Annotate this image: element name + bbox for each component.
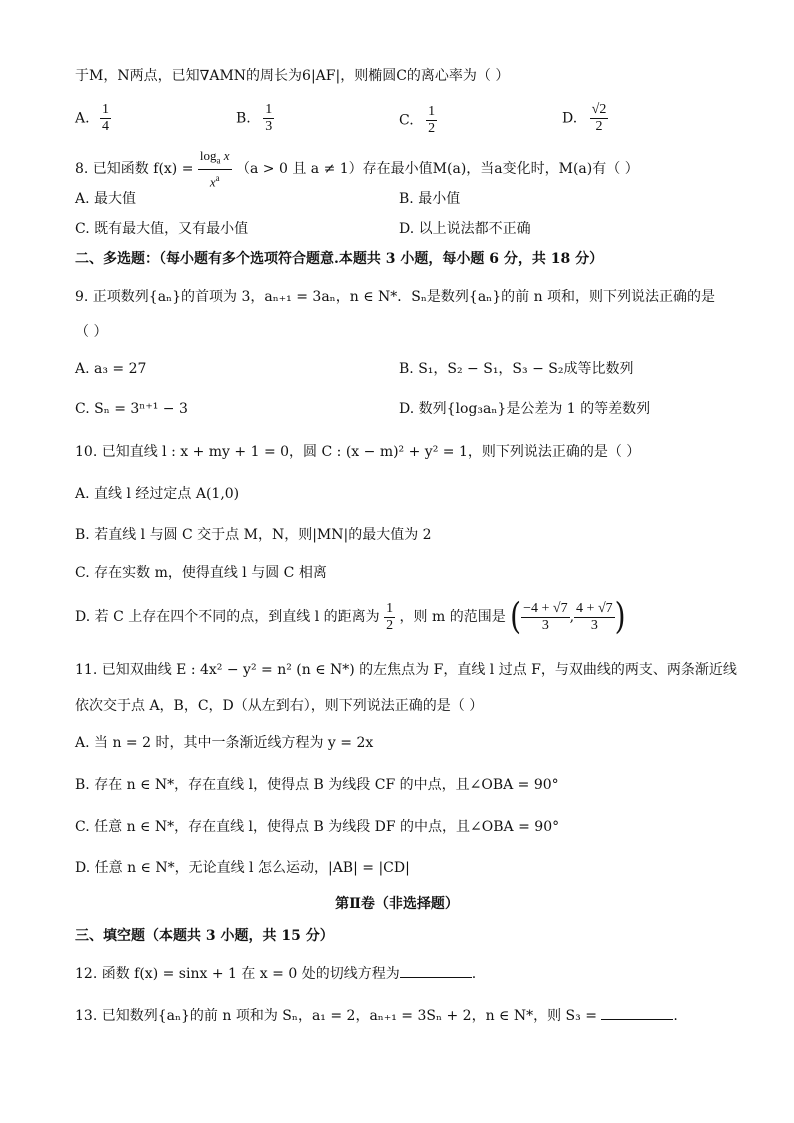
q10-option-c: C. 存在实数 m，使得直线 l 与圆 C 相离 <box>75 565 327 581</box>
q10-option-b: B. 若直线 l 与圆 C 交于点 M，N，则|MN|的最大值为 2 <box>75 527 432 543</box>
q9-option-c: C. Sₙ = 3ⁿ⁺¹ − 3 <box>75 401 188 417</box>
q7-option-b: B. $\frac{1}{3}$ <box>236 102 273 134</box>
q11-option-b: B. 存在 n ∈ N*，存在直线 l，使得点 B 为线段 CF 的中点，且∠OBA = 90° <box>75 777 559 793</box>
section-3-heading: 三、填空题（本题共 3 小题，共 15 分） <box>75 928 334 944</box>
q11-stem-line1: 11. 已知双曲线 E : 4x² − y² = n² (n ∈ N*) 的左焦点为 F，直线 l 过点 F，与双曲线的两支、两条渐近线 <box>75 662 737 678</box>
q9-option-d: D. 数列{log₃aₙ}是公差为 1 的等差数列 <box>399 401 651 417</box>
q9-stem-line2: （ ） <box>75 324 108 340</box>
section-2-heading: 二、多选题：（每小题有多个选项符合题意.本题共 3 小题，每小题 6 分，共 18 分） <box>75 251 604 267</box>
q9-stem-line1: 9. 正项数列{aₙ}的首项为 3，aₙ₊₁ = 3aₙ，n ∈ N*．Sₙ是数列{aₙ}的前 n 项和，则下列说法正确的是 <box>75 289 716 305</box>
q8-stem: 8. 已知函数 f(x) = $\frac{\log_a x}{x^a}$ （a > 0 且 a ≠ 1）存在最小值M(a)，当a变化时，M(a)有（ ） <box>75 148 639 189</box>
q7-option-d: D. $\frac{√2}{2}$ <box>562 102 607 134</box>
q11-option-a: A. 当 n = 2 时，其中一条渐近线方程为 y = 2x <box>75 735 374 751</box>
q8-option-b: B. 最小值 <box>399 191 461 207</box>
q7-stem-tail: 于M，N两点，已知∇AMN的周长为6|AF|，则椭圆C的离心率为（ ） <box>75 68 510 84</box>
q10-stem: 10. 已知直线 l : x + my + 1 = 0，圆 C : (x − m)² + y² = 1，则下列说法正确的是（ ） <box>75 444 641 460</box>
q8-option-c: C. 既有最大值，又有最小值 <box>75 221 249 237</box>
q8-option-a: A. 最大值 <box>75 191 137 207</box>
q10-option-a: A. 直线 l 经过定点 A(1,0) <box>75 486 240 502</box>
q11-option-c: C. 任意 n ∈ N*，存在直线 l，使得点 B 为线段 DF 的中点，且∠OBA = 90° <box>75 819 560 835</box>
q13-stem: 13. 已知数列{aₙ}的前 n 项和为 Sₙ，a₁ = 2，aₙ₊₁ = 3Sₙ + 2，n ∈ N*，则 S₃ = . <box>75 1005 678 1026</box>
q13-answer-blank[interactable] <box>601 1005 673 1020</box>
q7-option-a: A. $\frac{1}{4}$ <box>75 102 110 134</box>
volume-2-title: 第Ⅱ卷（非选择题） <box>335 896 459 912</box>
q9-option-a: A. a₃ = 27 <box>75 361 147 377</box>
q10-option-d: D. 若 C 上存在四个不同的点，到直线 l 的距离为 $\frac{1}{2}$ ，则 m 的范围是 ( $\frac{-4 + √7}{3}$ , $\frac{4 + √7}{3}$ ) <box>75 594 626 638</box>
q12-stem: 12. 函数 f(x) = sinx + 1 在 x = 0 处的切线方程为 . <box>75 963 476 984</box>
q11-option-d: D. 任意 n ∈ N*，无论直线 l 怎么运动，|AB| = |CD| <box>75 860 410 876</box>
q9-option-b: B. S₁，S₂ − S₁，S₃ − S₂成等比数列 <box>399 361 634 377</box>
q8-option-d: D. 以上说法都不正确 <box>399 221 531 237</box>
q11-stem-line2: 依次交于点 A，B，C，D（从左到右），则下列说法正确的是（ ） <box>75 698 484 714</box>
q12-answer-blank[interactable] <box>400 963 472 978</box>
q7-option-c: C. $\frac{1}{2}$ <box>399 104 436 136</box>
